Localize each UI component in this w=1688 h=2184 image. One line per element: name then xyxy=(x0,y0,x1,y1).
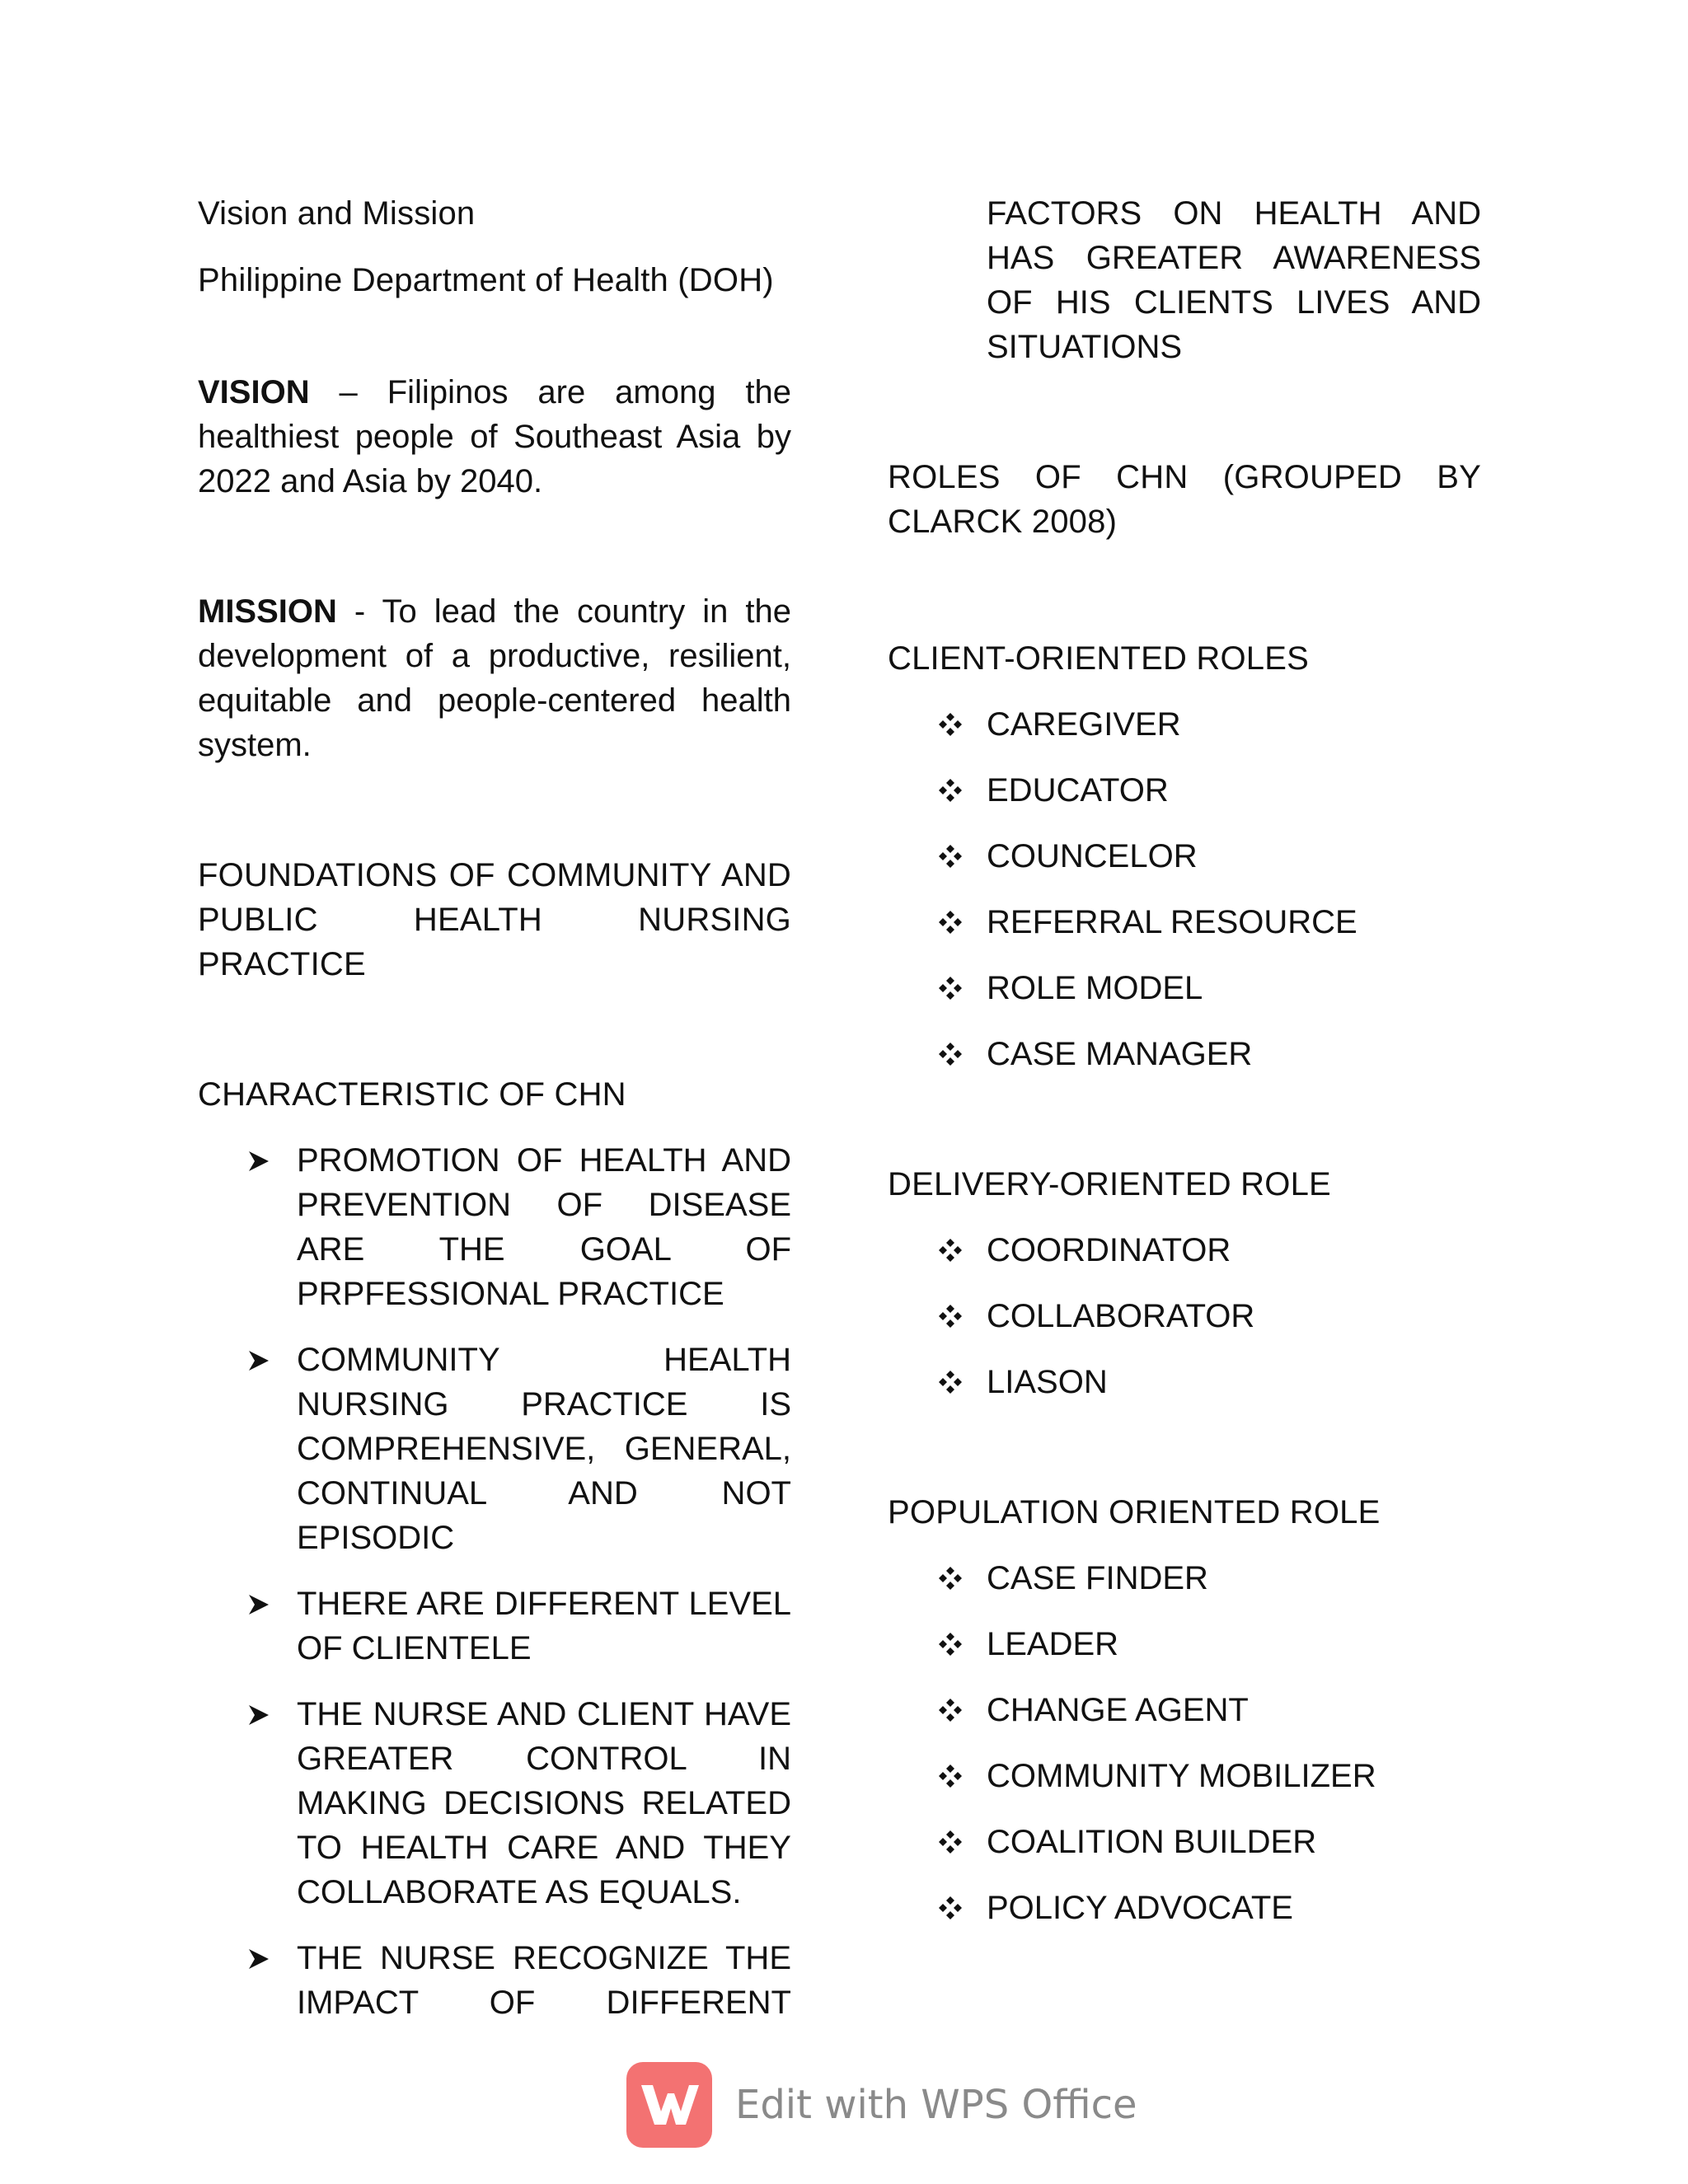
list-item xyxy=(888,1228,1481,1272)
list-item xyxy=(888,702,1481,747)
list-item xyxy=(198,1936,791,2025)
diamond-bullet-icon xyxy=(938,910,963,935)
wps-w-icon xyxy=(636,2079,702,2131)
diamond-bullet-icon xyxy=(938,1764,963,1788)
list-item-text: COORDINATOR xyxy=(987,1232,1231,1268)
diamond-bullet-icon xyxy=(938,1830,963,1854)
characteristic-heading: CHARACTERISTIC OF CHN xyxy=(198,1076,626,1113)
list-item-text: EDUCATOR xyxy=(987,772,1169,808)
arrowhead-bullet-icon xyxy=(247,1947,270,1971)
diamond-bullet-icon xyxy=(938,712,963,737)
list-item xyxy=(888,1886,1481,1930)
list-item xyxy=(888,1622,1481,1666)
arrowhead-bullet-icon xyxy=(247,1704,270,1727)
diamond-bullet-icon xyxy=(938,1304,963,1329)
roles-heading: ROLES OF CHN (GROUPED BY CLARCK 2008) xyxy=(888,459,1481,540)
mission-label: MISSION xyxy=(198,593,337,630)
list-item xyxy=(888,966,1481,1010)
list-item xyxy=(888,1360,1481,1404)
arrowhead-bullet-icon xyxy=(247,1150,270,1173)
characteristic-list xyxy=(198,1138,791,2025)
list-item xyxy=(198,1582,791,1671)
list-item xyxy=(888,1688,1481,1732)
left-column xyxy=(198,190,791,2046)
list-item-text: PROMOTION OF HEALTH AND PREVENTION OF DISEASE ARE THE GOAL OF PRPFESSIONAL PRACTICE xyxy=(297,1142,791,1312)
list-item-text: CASE FINDER xyxy=(987,1560,1208,1596)
list-item-text: THERE ARE DIFFERENT LEVEL OF CLIENTELE xyxy=(297,1586,791,1666)
list-item xyxy=(198,1138,791,1316)
wps-watermark[interactable] xyxy=(626,2060,1137,2150)
arrowhead-bullet-icon xyxy=(247,1349,270,1372)
vision-mission-title: Vision and Mission xyxy=(198,195,476,232)
diamond-bullet-icon xyxy=(938,1238,963,1263)
wps-watermark-text[interactable]: Edit with WPS Office xyxy=(735,2082,1137,2128)
list-item-text: CAREGIVER xyxy=(987,706,1181,743)
client-roles-list xyxy=(888,702,1481,1076)
list-item-text: REFERRAL RESOURCE xyxy=(987,904,1357,940)
list-item xyxy=(198,1692,791,1915)
vision-paragraph xyxy=(198,370,791,504)
mission-paragraph xyxy=(198,589,791,767)
list-item xyxy=(888,1294,1481,1338)
diamond-bullet-icon xyxy=(938,976,963,1001)
list-item-text: COALITION BUILDER xyxy=(987,1824,1317,1860)
list-item-text: POLICY ADVOCATE xyxy=(987,1890,1293,1926)
right-column xyxy=(888,190,1481,1952)
list-item xyxy=(888,1754,1481,1798)
client-oriented-heading: CLIENT-ORIENTED ROLES xyxy=(888,640,1309,677)
list-item xyxy=(888,834,1481,879)
diamond-bullet-icon xyxy=(938,1632,963,1657)
vision-text: – Filipinos are among the healthiest people of Southeast Asia by 2022 and Asia by 2040. xyxy=(198,374,791,499)
population-roles-list xyxy=(888,1556,1481,1930)
wps-logo-icon[interactable] xyxy=(626,2062,712,2148)
list-item xyxy=(888,1032,1481,1076)
diamond-bullet-icon xyxy=(938,1370,963,1394)
list-item xyxy=(888,1556,1481,1601)
list-item-text: CHANGE AGENT xyxy=(987,1692,1249,1728)
mission-text: - To lead the country in the development of a productive, resilient, equitable and people-centered health system. xyxy=(198,593,791,763)
list-item xyxy=(198,1338,791,1560)
diamond-bullet-icon xyxy=(938,1566,963,1591)
list-item xyxy=(888,1820,1481,1864)
continuation-text: FACTORS ON HEALTH AND HAS GREATER AWARENESS OF HIS CLIENTS LIVES AND SITUATIONS xyxy=(987,195,1481,365)
list-item-text: LEADER xyxy=(987,1626,1119,1662)
population-oriented-heading: POPULATION ORIENTED ROLE xyxy=(888,1494,1381,1530)
list-item-text: ROLE MODEL xyxy=(987,970,1203,1006)
delivery-oriented-heading: DELIVERY-ORIENTED ROLE xyxy=(888,1166,1331,1202)
list-item-text: CASE MANAGER xyxy=(987,1036,1253,1072)
diamond-bullet-icon xyxy=(938,844,963,869)
list-item-text: COLLABORATOR xyxy=(987,1298,1255,1334)
list-item xyxy=(888,900,1481,944)
list-item-text: COUNCELOR xyxy=(987,838,1198,874)
diamond-bullet-icon xyxy=(938,1042,963,1066)
list-item-text: COMMUNITY MOBILIZER xyxy=(987,1758,1376,1794)
list-item-text: THE NURSE RECOGNIZE THE IMPACT OF DIFFERENT xyxy=(297,1940,791,2021)
diamond-bullet-icon xyxy=(938,778,963,803)
diamond-bullet-icon xyxy=(938,1896,963,1920)
list-item xyxy=(888,768,1481,813)
diamond-bullet-icon xyxy=(938,1698,963,1722)
foundations-heading: FOUNDATIONS OF COMMUNITY AND PUBLIC HEALTH NURSING PRACTICE xyxy=(198,857,791,982)
list-item-text: THE NURSE AND CLIENT HAVE GREATER CONTROL IN MAKING DECISIONS RELATED TO HEALTH CARE AND THEY COLLABORATE AS EQUALS. xyxy=(297,1696,791,1910)
delivery-roles-list xyxy=(888,1228,1481,1404)
doh-title: Philippine Department of Health (DOH) xyxy=(198,262,774,298)
vision-label: VISION xyxy=(198,374,310,410)
list-item-text: LIASON xyxy=(987,1364,1108,1400)
list-item-text: COMMUNITY HEALTH NURSING PRACTICE IS COMPREHENSIVE, GENERAL, CONTINUAL AND NOT EPISODIC xyxy=(297,1342,791,1556)
arrowhead-bullet-icon xyxy=(247,1593,270,1616)
